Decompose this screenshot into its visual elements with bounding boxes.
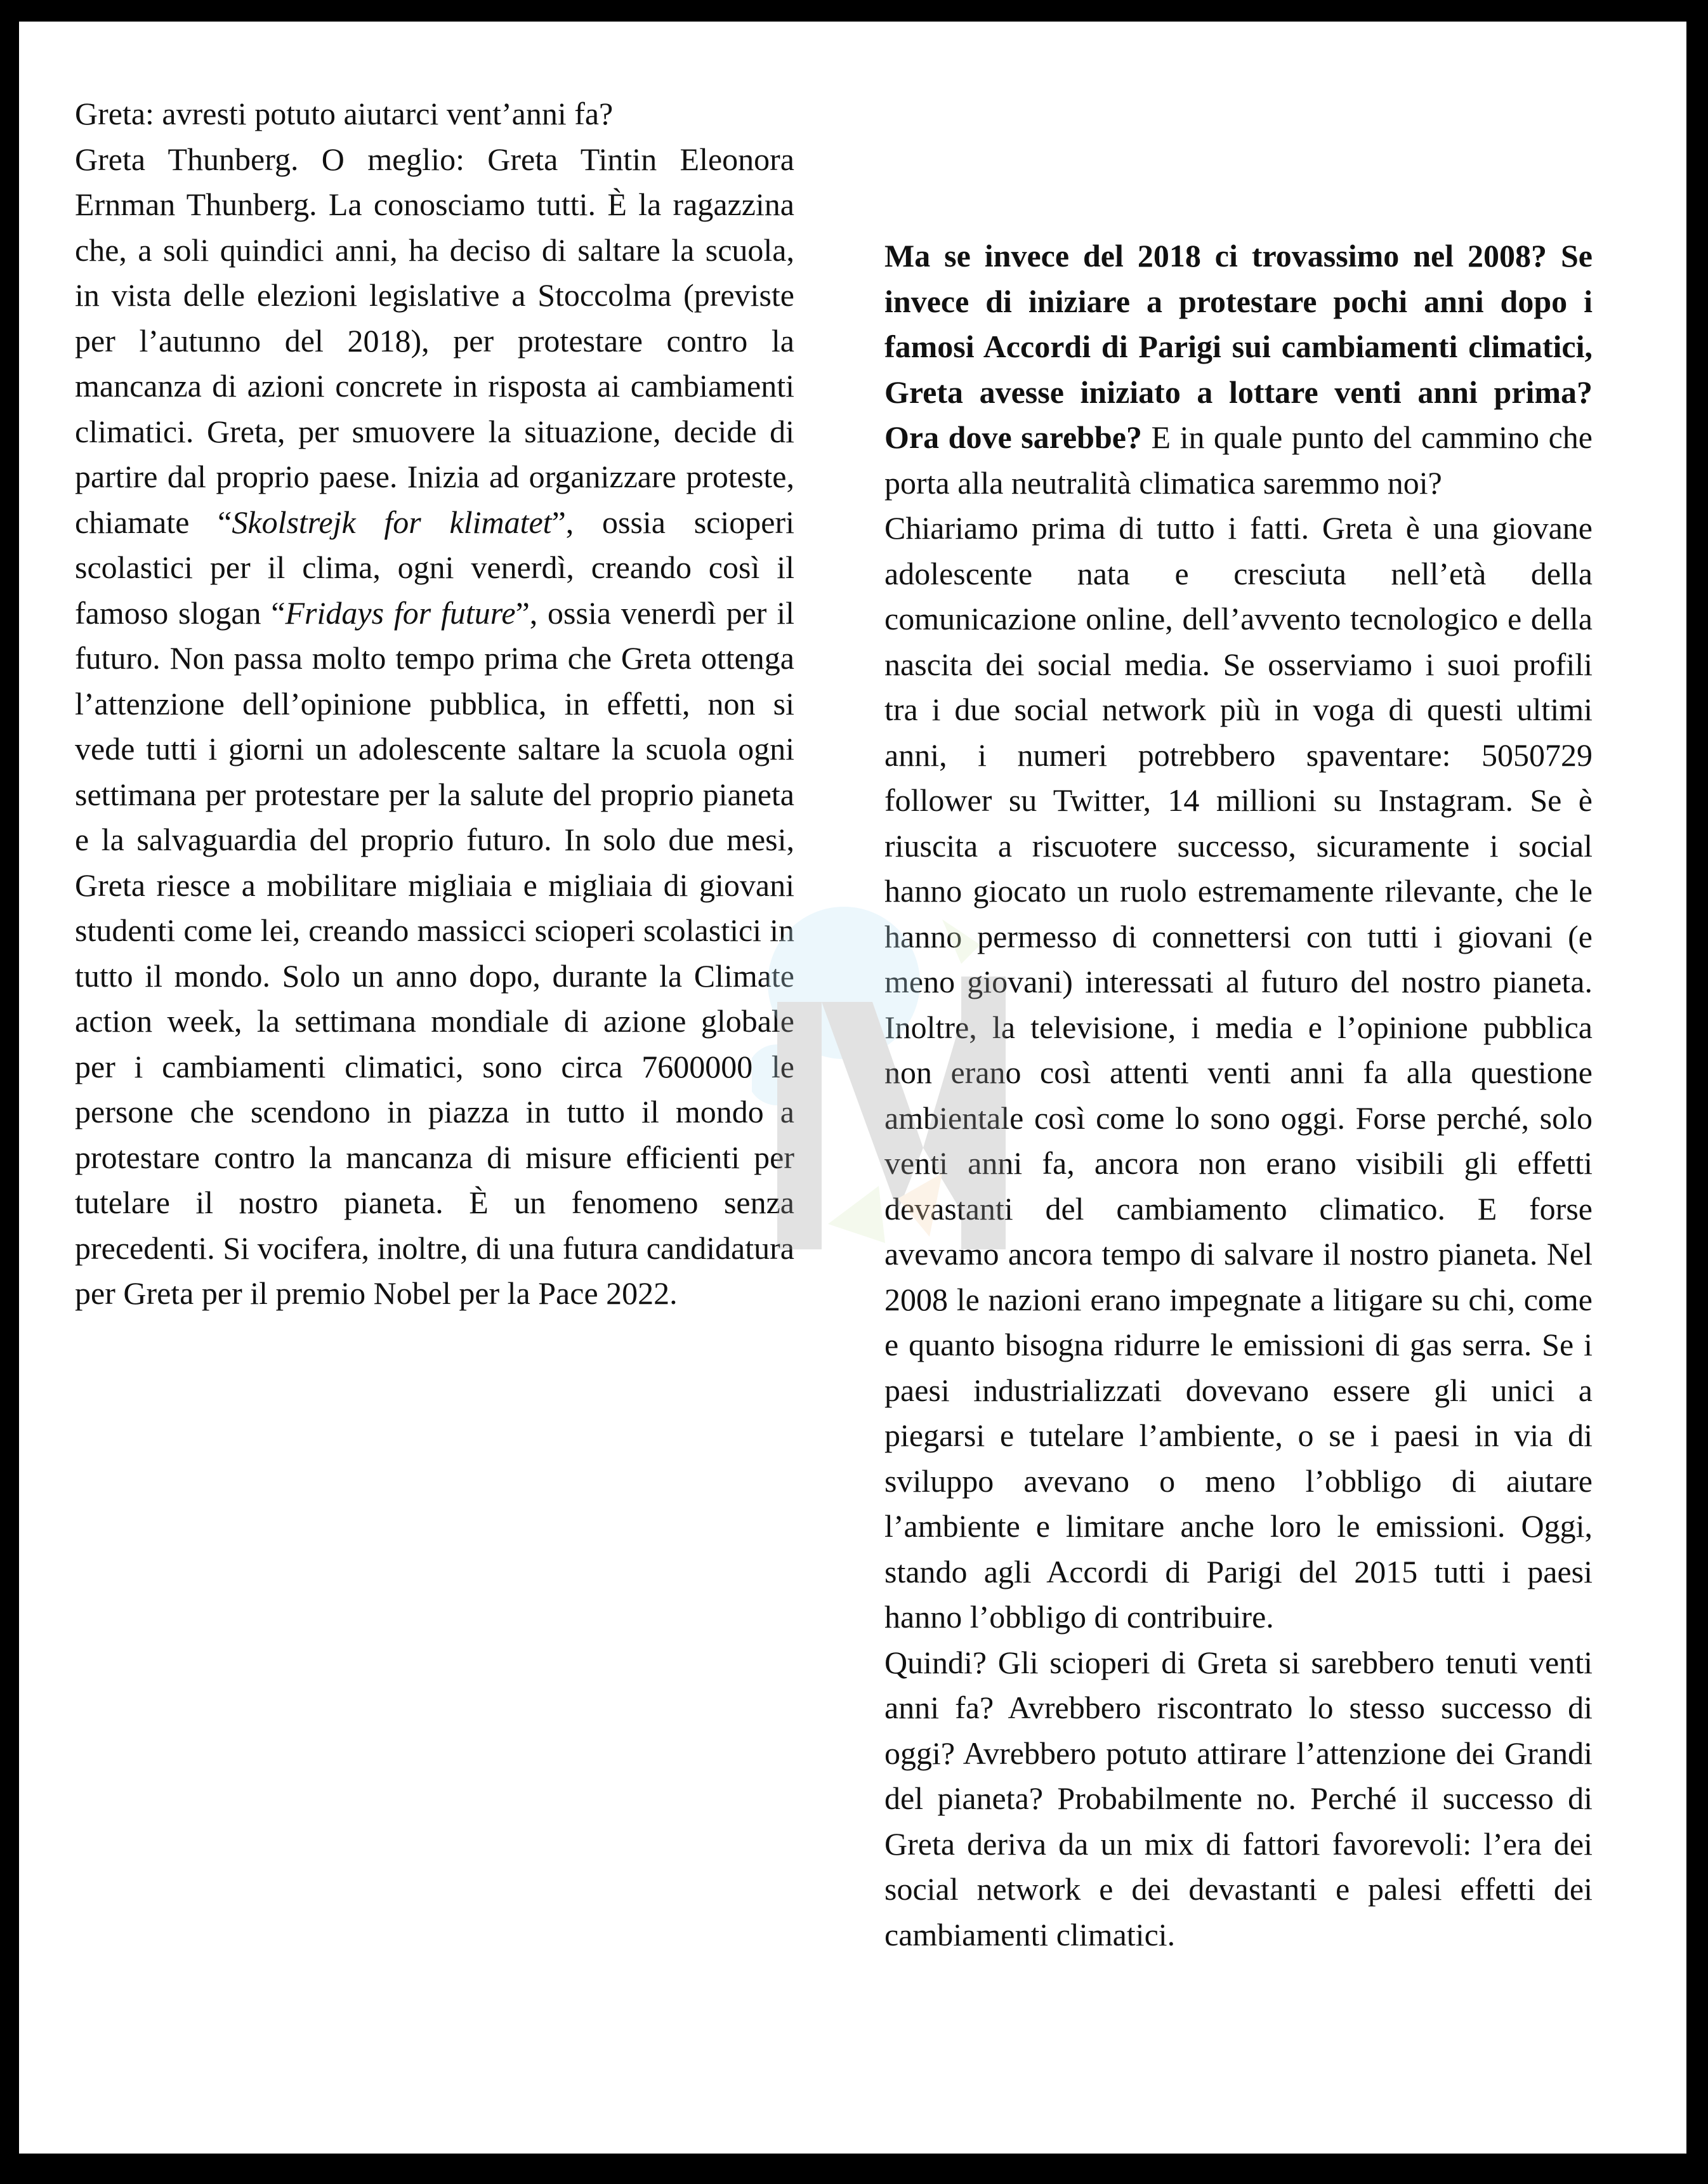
left-text-2: ”, ossia scioperi scolastici per il clima, ogni venerdì, creando così il famoso slogan “ [75,504,794,631]
logo-watermark-icon [752,907,1018,1249]
left-column [75,91,794,1317]
left-text-1: Greta Thunberg. O meglio: Greta Tintin Eleonora Ernman Thunberg. La conosciamo tutti. È la ragazzina che, a soli quindici anni, ha deciso di saltare la scuola, in vista delle elezioni legislative a Stoccolma (previste per l’autunno del 2018), per protestare contro la mancanza di azioni concrete in risposta ai cambiamenti climatici. Greta, per smuovere la situazione, decide di partire dal proprio paese. Inizia ad organizzare proteste, chiamate “ [75,141,794,540]
right-intro-paragraph [884,234,1593,506]
document-title: Greta: avresti potuto aiutarci vent’anni fa? [75,96,614,131]
left-text-3: ”, ossia venerdì per il futuro. Non passa molto tempo prima che Greta ottenga l’attenzione dell’opinione pubblica, in effetti, non si vede tutti i giorni un adolescente saltare la scuola ogni settimana per protestare per la salute del proprio pianeta e la salvaguardia del proprio futuro. In solo due mesi, Greta riesce a mobilitare migliaia e migliaia di giovani studenti come lei, creando massicci scioperi scolastici in tutto il mondo. Solo un anno dopo, durante la Climate action week, la settimana mondiale di azione globale per i cambiamenti climatici, sono circa 7600000 le persone che scendono in piazza in tutto il mondo a protestare contro la mancanza di misure efficienti per tutelare il nostro pianeta. È un fenomeno senza precedenti. Si vocifera, inoltre, di una futura candidatura per Greta per il premio Nobel per la Pace 2022. [75,595,794,1311]
italic-slogan-fridays: Fridays for future [285,595,516,631]
bold-intro: Ma se invece del 2018 ci trovassimo nel 2008? Se invece di iniziare a protestare pochi anni dopo i famosi Accordi di Parigi sui cambiamenti climatici, Greta avesse iniziato a lottare venti anni prima? Ora dove sarebbe? [884,238,1593,455]
right-paragraph-2: Chiariamo prima di tutto i fatti. Greta è una giovane adolescente nata e cresciuta nell’età della comunicazione online, dell’avvento tecnologico e della nascita dei social media. Se osserviamo i suoi profili tra i due social network più in voga di questi ultimi anni, i numeri potrebbero spaventare: 5050729 follower su Twitter, 14 millioni su Instagram. Se è riuscita a riscuotere successo, sicuramente i social hanno giocato un ruolo estremamente rilevante, che le hanno permesso di connettersi con tutti i giovani (e meno giovani) interessati al futuro del nostro pianeta. Inoltre, la televisione, i media e l’opinione pubblica non erano così attenti venti anni fa alla questione ambientale così come lo sono oggi. Forse perché, solo venti anni fa, ancora non erano visibili gli effetti devastanti del cambiamento climatico. E forse avevamo ancora tempo di salvare il nostro pianeta. Nel 2008 le nazioni erano impegnate a litigare su chi, come e quanto bisogna ridurre le emissioni di gas serra. Se i paesi industrializzati dovevano essere gli unici a piegarsi e tutelare l’ambiente, o se i paesi in via di sviluppo avevano o meno l’obbligo di aiutare l’ambiente e limitare anche loro le emissioni. Oggi, stando agli Accordi di Parigi del 2015 tutti i paesi hanno l’obbligo di contribuire. [884,510,1593,1635]
left-paragraph [75,137,794,1317]
italic-slogan-skolstrejk: Skolstrejk for klimatet [232,504,552,540]
right-paragraph-3: Quindi? Gli scioperi di Greta si sarebbero tenuti venti anni fa? Avrebbero riscontrato lo stesso successo di oggi? Avrebbero potuto attirare l’attenzione dei Grandi del pianeta? Probabilmente no. Perché il successo di Greta deriva da un mix di fattori favorevoli: l’era dei social network e dei devastanti e palesi effetti dei cambiamenti climatici. [884,1644,1593,1952]
document-page [19,22,1686,2154]
intro-rest: E in quale punto del cammino che porta alla neutralità climatica saremmo noi? [884,419,1593,501]
